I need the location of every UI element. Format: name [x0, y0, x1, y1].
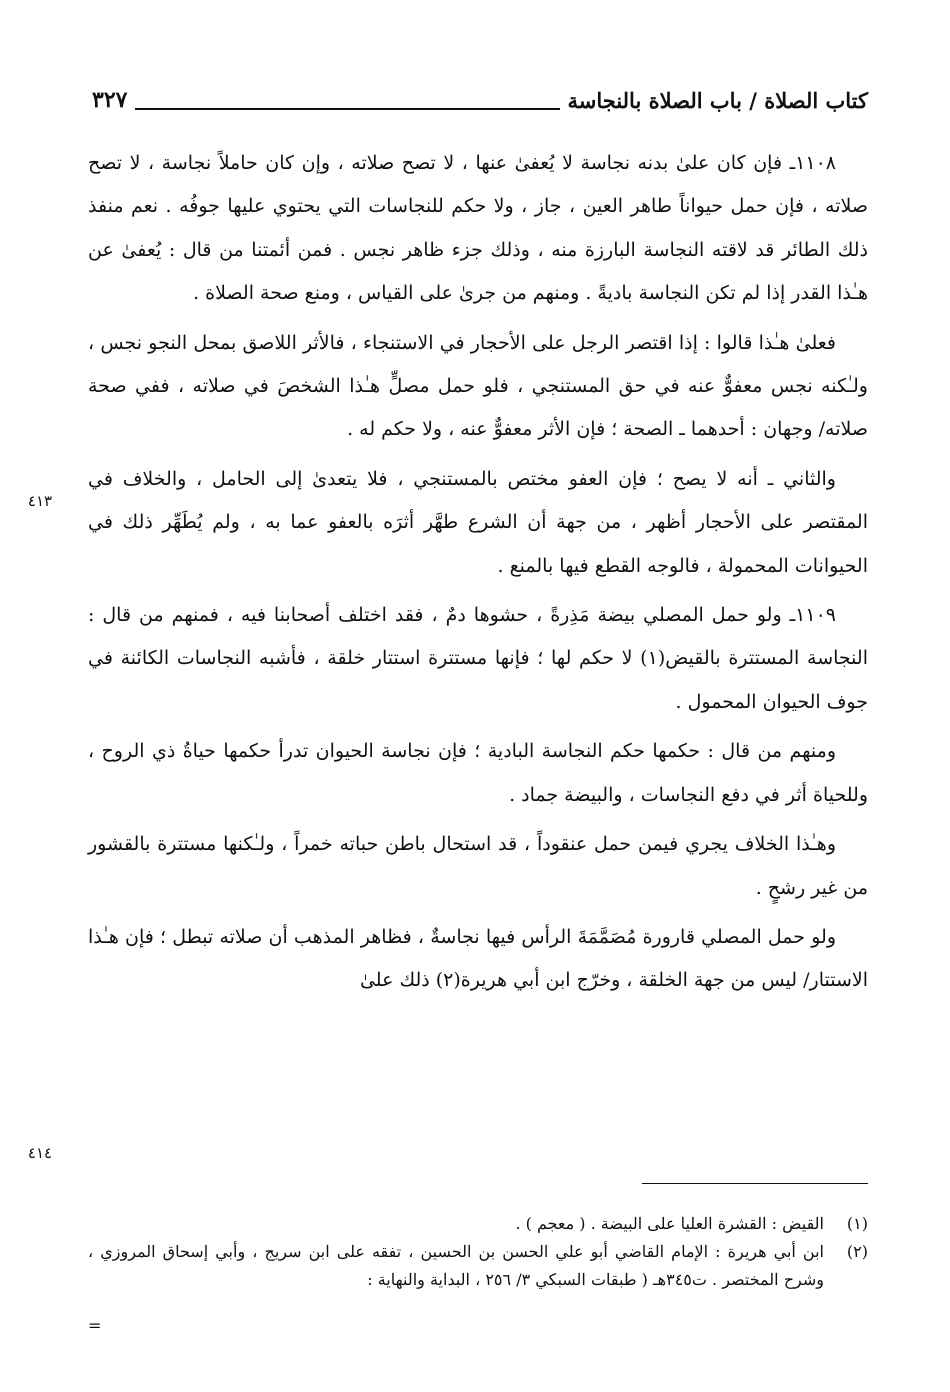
header-title: كتاب الصلاة / باب الصلاة بالنجاسة [567, 87, 868, 113]
paragraph-1109: ١١٠٩ـ ولو حمل المصلي بيضة مَذِرةً ، حشوها دمٌ ، فقد اختلف أصحابنا فيه ، فمنهم من قال : النجاسة المستترة بالقيض(١) لا حكم لها ؛ فإنها مستترة استتار خلقة ، فأشبه النجاسات الكائنة في جوف الحيوان المحمول . [88, 604, 868, 713]
footnote-separator [642, 1183, 868, 1184]
page-number: ٣٢٧ [92, 87, 128, 113]
margin-page-ref: ٤١٣ [27, 492, 53, 510]
footnote-2 [88, 1238, 868, 1294]
footnote-text: القيض : القشرة العليا على البيضة . ( معجم ) . [515, 1214, 824, 1233]
main-text [88, 142, 868, 1003]
footnote-1 [88, 1210, 868, 1238]
paragraph-second-view: والثاني ـ أنه لا يصح ؛ فإن العفو مختص بالمستنجي ، فلا يتعدىٰ إلى الحامل ، والخلاف في المقتصر على الأحجار أظهر ، من جهة أن الشرع طهَّر أثرَه بالعفو عما به ، ولم يُطَهِّر ذلك في الحيوانات المحمولة ، فالوجه القطع فيها بالمنع . [88, 467, 868, 577]
running-header [92, 80, 868, 120]
paragraph-istinja: فعلىٰ هـٰذا قالوا : إذا اقتصر الرجل على الأحجار في الاستنجاء ، فالأثر اللاصق بمحل النجو نجس ، ولـٰكنه نجس معفوٌّ عنه في حق المستنجي ، فلو حمل مصلٍّ هـٰذا الشخصَ في صلاته ، ففي صحة صلاته/ وجهان : أحدهما ـ الصحة ؛ فإن الأثر معفوٌّ عنه ، ولا حكم له . [88, 331, 868, 441]
footnote-number: (١) [846, 1214, 868, 1233]
paragraph-grapes: وهـٰذا الخلاف يجري فيمن حمل عنقوداً ، قد استحال باطن حباته خمراً ، ولـٰكنها مستترة بالقشور من غير رشحٍ . [88, 833, 868, 899]
footnote-number: (٢) [846, 1242, 868, 1261]
margin-page-ref: ٤١٤ [27, 1144, 53, 1162]
footnote-text: ابن أبي هريرة : الإمام القاضي أبو علي الحسن بن الحسين ، تفقه على ابن سريج ، وأبي إسحاق المروزي ، وشرح المختصر . ت٣٤٥هـ ( طبقات السبكي ٣/ ٢٥٦ ، البداية والنهاية : [88, 1242, 824, 1289]
paragraph-other-view: ومنهم من قال : حكمها حكم النجاسة البادية ؛ فإن نجاسة الحيوان تدرأ حكمها حياةُ ذي الروح ، وللحياة أثر في دفع النجاسات ، والبيضة جماد . [88, 740, 868, 806]
paragraph-1108: ١١٠٨ـ فإن كان علىٰ بدنه نجاسة لا يُعفىٰ عنها ، لا تصح صلاته ، وإن كان حاملاً نجاسة ، لا تصح صلاته ، فإن حمل حيواناً طاهر العين ، جاز ، ولا حكم للنجاسات التي يحتوي عليها جوفُه . نعم منفذ ذلك الطائر قد لاقته النجاسة البارزة منه ، وذلك جزء ظاهر نجس . فمن أئمتنا من قال : يُعفىٰ عن هـٰذا القدر إذا لم تكن النجاسة باديةً . ومنهم من جرىٰ على القياس ، ومنع صحة الصلاة . [88, 152, 868, 305]
footnotes [88, 1210, 868, 1294]
paragraph-flask: ولو حمل المصلي قارورة مُصَمَّمَةَ الرأس فيها نجاسةٌ ، فظاهر المذهب أن صلاته تبطل ؛ فإن هـٰذا الاستتار/ ليس من جهة الخلقة ، وخرّج ابن أبي هريرة(٢) ذلك علىٰ [88, 925, 868, 992]
footnote-continuation-mark: = [88, 1316, 102, 1335]
header-rule [135, 108, 559, 110]
